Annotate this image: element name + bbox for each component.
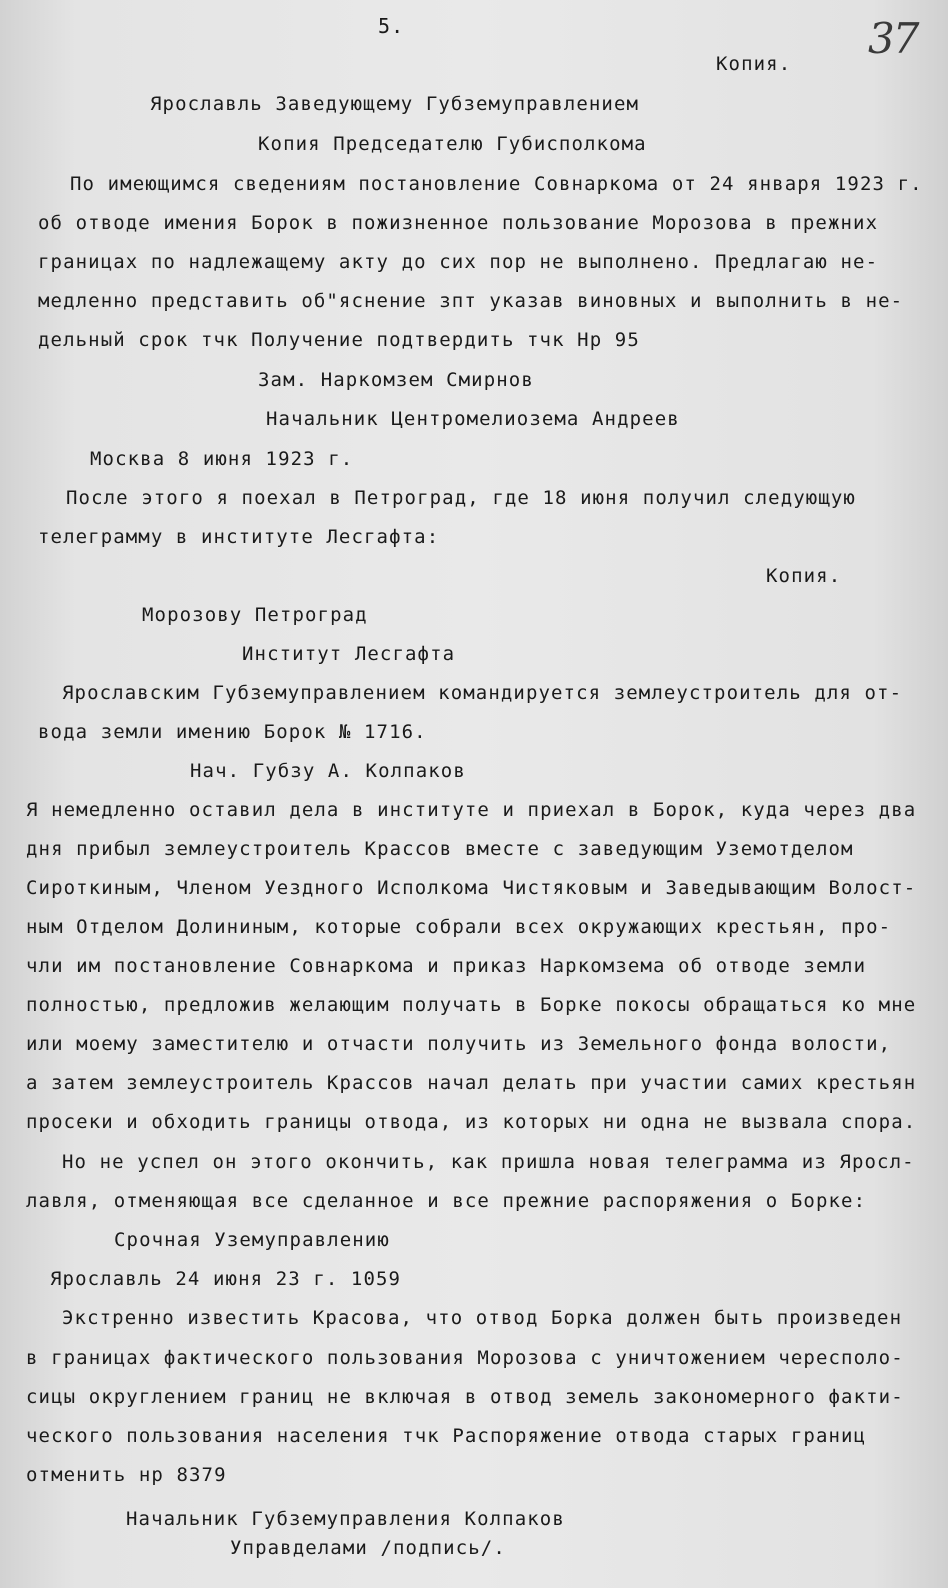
signature-line: Управделами /подпись/. [230,1537,506,1559]
telegram-address: Ярославль Заведующему Губземуправлением [150,93,640,115]
signature-line: Нач. Губзу А. Колпаков [190,760,466,782]
copy-label: Копия. [716,53,792,75]
telegram-institute: Институт Лесгафта [242,643,456,665]
narrative-line: просеки и обходить границы отвода, из которых ни одна не вызвала спора. [26,1111,917,1133]
narrative-line: ным Отделом Долининым, которые собрали всех окружающих крестьян, про- [26,916,892,938]
narrative-line: Я немедленно оставил дела в институте и приехал в Борок, куда через два [26,799,917,821]
telegram-body-line: границах по надлежащему акту до сих пор не выполнено. Предлагаю не- [38,251,879,273]
narrative-line: полностью, предложив желающим получать в Борке покосы обращаться ко мне [26,994,917,1016]
copy-label: Копия. [766,565,842,587]
narrative-line: Но не успел он этого окончить, как пришла новая телеграмма из Яросл- [62,1151,915,1173]
telegram-copy-line: Копия Председателю Губисполкома [258,133,647,155]
telegram-body-line: в границах фактического пользования Морозова с уничтожением чересполо- [26,1347,904,1369]
narrative-line: Сироткиным, Членом Уездного Исполкома Чистяковым и Заведывающим Волост- [26,877,917,899]
telegram-body-line: вода земли имению Борок № 1716. [38,721,427,743]
telegram-body-line: дельный срок тчк Получение подтвердить тчк Нр 95 [38,329,640,351]
signature-line: Начальник Центромелиозема Андреев [266,408,680,430]
narrative-line: лавля, отменяющая все сделанное и все прежние распоряжения о Борке: [26,1190,867,1212]
narrative-line: или моему заместителю и отчасти получить из Земельного фонда волости, [26,1033,892,1055]
narrative-line: а затем землеустроитель Крассов начал делать при участии самих крестьян [26,1072,917,1094]
narrative-line: телеграмму в институте Лесгафта: [38,526,440,548]
telegram-body-line: отменить нр 8379 [26,1464,227,1486]
telegram-body-line: медленно представить об"яснение зпт указав виновных и выполнить в не- [38,290,904,312]
narrative-line: После этого я поехал в Петроград, где 18 июня получил следующую [66,487,856,509]
page-number: 5. [378,14,405,38]
signature-line: Начальник Губземуправления Колпаков [126,1508,565,1530]
narrative-line: чли им постановление Совнаркома и приказ Наркомзема об отводе земли [26,955,867,977]
signature-line: Зам. Наркомзем Смирнов [258,369,534,391]
telegram-body-line: Ярославским Губземуправлением командируется землеустроитель для от- [62,682,903,704]
telegram-header: Ярославль 24 июня 23 г. 1059 [50,1268,402,1290]
archive-number-handwritten: 37 [868,14,918,63]
telegram-body-line: сицы округлением границ не включая в отвод земель закономерного факти- [26,1386,904,1408]
telegram-body-line: ческого пользования населения тчк Распоряжение отвода старых границ [26,1425,867,1447]
narrative-line: дня прибыл землеустроитель Крассов вместе с заведующим Уземотделом [26,838,854,860]
telegram-body-line: об отводе имения Борок в пожизненное пользование Морозова в прежних [38,212,879,234]
telegram-address: Морозову Петроград [142,604,368,626]
telegram-header: Срочная Уземуправлению [114,1229,390,1251]
place-date: Москва 8 июня 1923 г. [90,448,354,470]
telegram-body-line: Экстренно известить Красова, что отвод Борка должен быть произведен [62,1307,903,1329]
telegram-body-line: По имеющимся сведениям постановление Совнаркома от 24 января 1923 г. [70,173,923,195]
